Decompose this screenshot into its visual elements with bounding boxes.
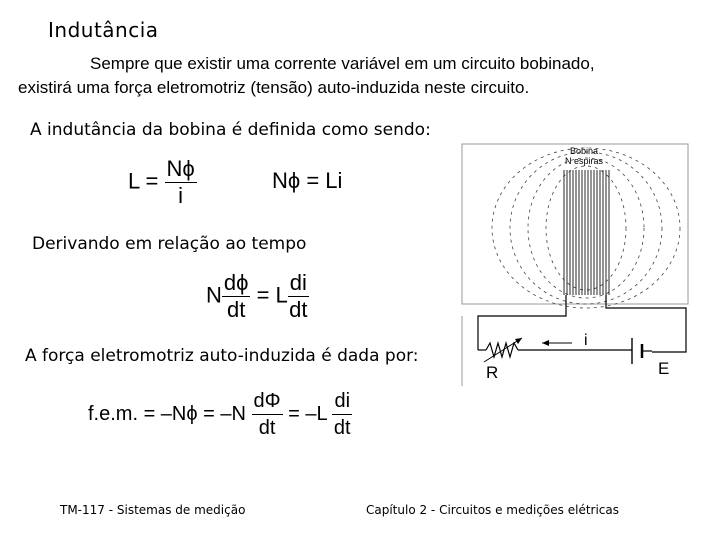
eq1-fraction xyxy=(165,156,197,209)
eq3-mid: = L xyxy=(256,282,288,308)
magnetic-field-lines xyxy=(492,148,680,308)
coil xyxy=(564,170,609,295)
eq1-lhs: L = xyxy=(128,168,159,194)
eq3-denominator-2: dt xyxy=(289,297,308,322)
resistor-variable-arrow xyxy=(484,338,522,362)
eq1-denominator: i xyxy=(178,183,184,208)
eq4-fraction-1 xyxy=(252,388,283,441)
current-label: i xyxy=(584,332,588,349)
slide-title: Indutância xyxy=(48,18,159,42)
eq3-numerator-2: di xyxy=(289,270,307,295)
emf-text: A força eletromotriz auto-induzida é dada por: xyxy=(25,346,419,366)
intro-line-2: existirá uma força eletromotriz (tensão) auto-induzida neste circuito. xyxy=(18,78,530,97)
coil-label: Bobina xyxy=(569,146,599,156)
flux-linkage-equation: Nϕ = Li xyxy=(272,168,343,193)
eq4-denominator-2: dt xyxy=(333,417,351,439)
resistor xyxy=(486,343,518,357)
eq4-lead: f.e.m. = –Nϕ = –N xyxy=(88,402,246,425)
eq3-lead: N xyxy=(206,282,222,308)
field-line xyxy=(546,166,626,290)
definition-text: A indutância da bobina é definida como sendo: xyxy=(30,120,431,140)
eq4-numerator-1: dΦ xyxy=(252,388,283,415)
footer-course: TM-117 - Sistemas de medição xyxy=(60,503,246,517)
eq1-numerator: Nϕ xyxy=(166,156,195,181)
footer-chapter: Capítulo 2 - Circuitos e medições elétricas xyxy=(366,503,619,517)
coil-circuit-diagram xyxy=(456,140,696,390)
eq4-fraction-2 xyxy=(332,388,352,441)
derive-text: Derivando em relação ao tempo xyxy=(32,234,307,254)
inductance-definition-equation xyxy=(128,156,197,209)
eq3-denominator-1: dt xyxy=(226,297,246,322)
resistor-arrow-head xyxy=(515,338,522,344)
eq3-numerator-1: dϕ xyxy=(223,270,249,295)
eq3-fraction-1 xyxy=(222,270,251,323)
source-label: E xyxy=(658,359,670,378)
emf-equation xyxy=(88,388,352,441)
current-arrow-head xyxy=(542,340,549,346)
derivative-equation xyxy=(206,270,309,323)
field-line xyxy=(510,152,662,304)
eq4-denominator-1: dt xyxy=(258,417,276,439)
turns-label: N espiras xyxy=(564,156,604,166)
eq3-fraction-2 xyxy=(288,270,309,323)
field-line xyxy=(528,158,644,298)
field-line xyxy=(492,148,680,308)
eq4-mid: = –L xyxy=(288,402,327,425)
resistor-label: R xyxy=(486,363,499,382)
intro-line-1: Sempre que existir uma corrente variável em um circuito bobinado, xyxy=(90,54,595,73)
intro-paragraph xyxy=(18,52,718,100)
eq4-numerator-2: di xyxy=(332,388,352,415)
